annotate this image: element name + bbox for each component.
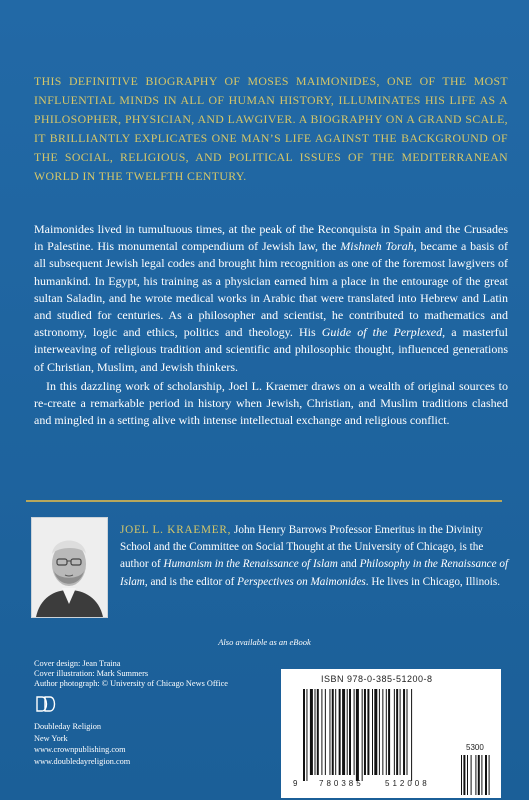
cover-credits [34,659,274,689]
barcode-bar [321,689,322,775]
barcode-bar [339,689,341,775]
barcode-bar [362,689,363,781]
barcode-digits-left: 780385 [319,779,364,788]
author-book-title: Humanism in the Renaissance of Islam [163,558,338,571]
barcode-bar [325,689,326,775]
barcode-addon-bar [489,755,490,795]
barcode-bar [349,689,351,775]
author-bio-text: , and is the editor of [144,575,238,588]
barcode-bar [394,689,395,775]
barcode-bar [372,689,373,775]
section-divider [26,500,502,502]
barcode-addon-bar [471,755,472,795]
barcode-bar [310,689,313,775]
author-photograph-credit: Author photograph: © University of Chicago News Office [34,679,228,688]
barcode-bar [332,689,334,775]
barcode-bar [303,689,305,781]
barcode-addon-digits: 5300 [466,743,484,752]
barcode-bar [407,689,408,775]
description-text: , became a basis of all subsequent Jewish legal codes and brought him recognition as one of the foremost lawgivers of humankind. In Egypt, his training as a physician earned him a place in the entourage of the great sultan Saladin, and he wrote medical works in Arabic that were translated into Hebrew and Latin and studied for centuries. As a philosopher and scientist, he contributed to mathematics and astronomy, logic and ethics, politics and theology. His [34,239,508,340]
barcode-bar [374,689,377,775]
author-book-title: Philosophy in the Renaissance of Islam [120,558,509,588]
barcode-bar [315,689,316,775]
publisher-city: New York [34,733,68,743]
barcode-bar [367,689,369,775]
barcode-lead-digit: 9 [293,779,298,788]
barcode-bar [354,689,355,775]
author-bio-text: . He lives in Chicago, Illinois. [365,575,501,588]
author-photo [31,517,108,618]
description-text: Maimonides lived in tumultuous times, at the peak of the Reconquista in Spain and the Crusades in Palestine. His monumental compendium of Jewish law, the [34,222,508,254]
barcode-bar [379,689,380,775]
barcode-bar [364,689,366,775]
barcode-addon-bar [475,755,476,795]
author-portrait-image [32,518,107,617]
author-bio [120,522,510,591]
publisher-url-2: www.doubledayreligion.com [34,756,131,766]
description-paragraph-1 [34,221,508,376]
barcode-bar [329,689,330,775]
book-title-guide: Guide of the Perplexed [321,325,443,340]
publisher-info [34,721,234,767]
barcode-bar [382,689,383,775]
barcode-bar [317,689,319,775]
barcode-digits-right: 512008 [385,779,430,788]
barcode-bar [388,689,390,775]
barcode-bar [347,689,348,775]
barcode-addon-bar [461,755,462,795]
barcode-bar [335,689,336,775]
isbn-number: ISBN 978-0-385-51200-8 [321,674,433,684]
barcode-addon-bar [463,755,465,795]
barcode-addon-bar [467,755,468,795]
book-description [34,221,508,429]
barcode-bar [400,689,401,775]
barcode-bar [356,689,359,781]
description-paragraph-2: In this dazzling work of scholarship, Joel L. Kraemer draws on a wealth of original sources to re-create a remarkable period in history when Jewish, Christian, and Muslim traditions clashed and mingled in a setting alive with intense intellectual exchange and religious conflict. [34,378,508,428]
book-title-mishneh-torah: Mishneh Torah [340,239,414,254]
cover-design-credit: Cover design: Jean Traina [34,659,121,668]
barcode-bar [396,689,398,775]
author-bio-text: John Henry Barrows Professor Emeritus in the Divinity School and the Committee on Social Thought at the University of Chicago, is the author of [120,524,484,571]
ebook-note: Also available as an eBook [218,637,311,647]
barcode-addon-bar [481,755,482,795]
author-name: JOEL L. KRAEMER, [120,524,232,536]
author-book-title: Perspectives on Maimonides [237,575,366,588]
barcode-block [281,669,501,798]
barcode-addon-bar [485,755,487,795]
publisher-name: Doubleday Religion [34,722,102,731]
author-bio-text: and [337,558,360,571]
publisher-url-1: www.crownpublishing.com [34,745,126,754]
barcode-bar [342,689,345,775]
barcode-bar [403,689,405,775]
doubleday-dd-logo-icon [34,695,58,713]
barcode-bar [386,689,387,775]
barcode-addon-bar [478,755,480,795]
description-text: , a masterful interweaving of religious tradition and scientific and philosophic thought, influenced generations of Christian, Muslim, and Jewish thinkers. [34,325,508,374]
barcode-bar [306,689,307,781]
cover-illustration-credit: Cover illustration: Mark Summers [34,669,149,678]
barcode-bar [411,689,412,781]
blurb-text: THIS DEFINITIVE BIOGRAPHY OF MOSES MAIMONIDES, ONE OF THE MOST INFLUENTIAL MINDS IN ALL OF HUMAN HISTORY, ILLUMINATES HIS LIFE AS A PHILOSOPHER, PHYSICIAN, AND LAWGIVER. A BIOGRAPHY ON A GRAND SCALE, IT BRILLIANTLY EXPLICATES ONE MAN’S LIFE AGAINST THE BACKGROUND OF THE SOCIAL, RELIGIOUS, AND POLITICAL ISSUES OF THE MEDITERRANEAN WORLD IN THE TWELFTH CENTURY. [34,74,508,183]
